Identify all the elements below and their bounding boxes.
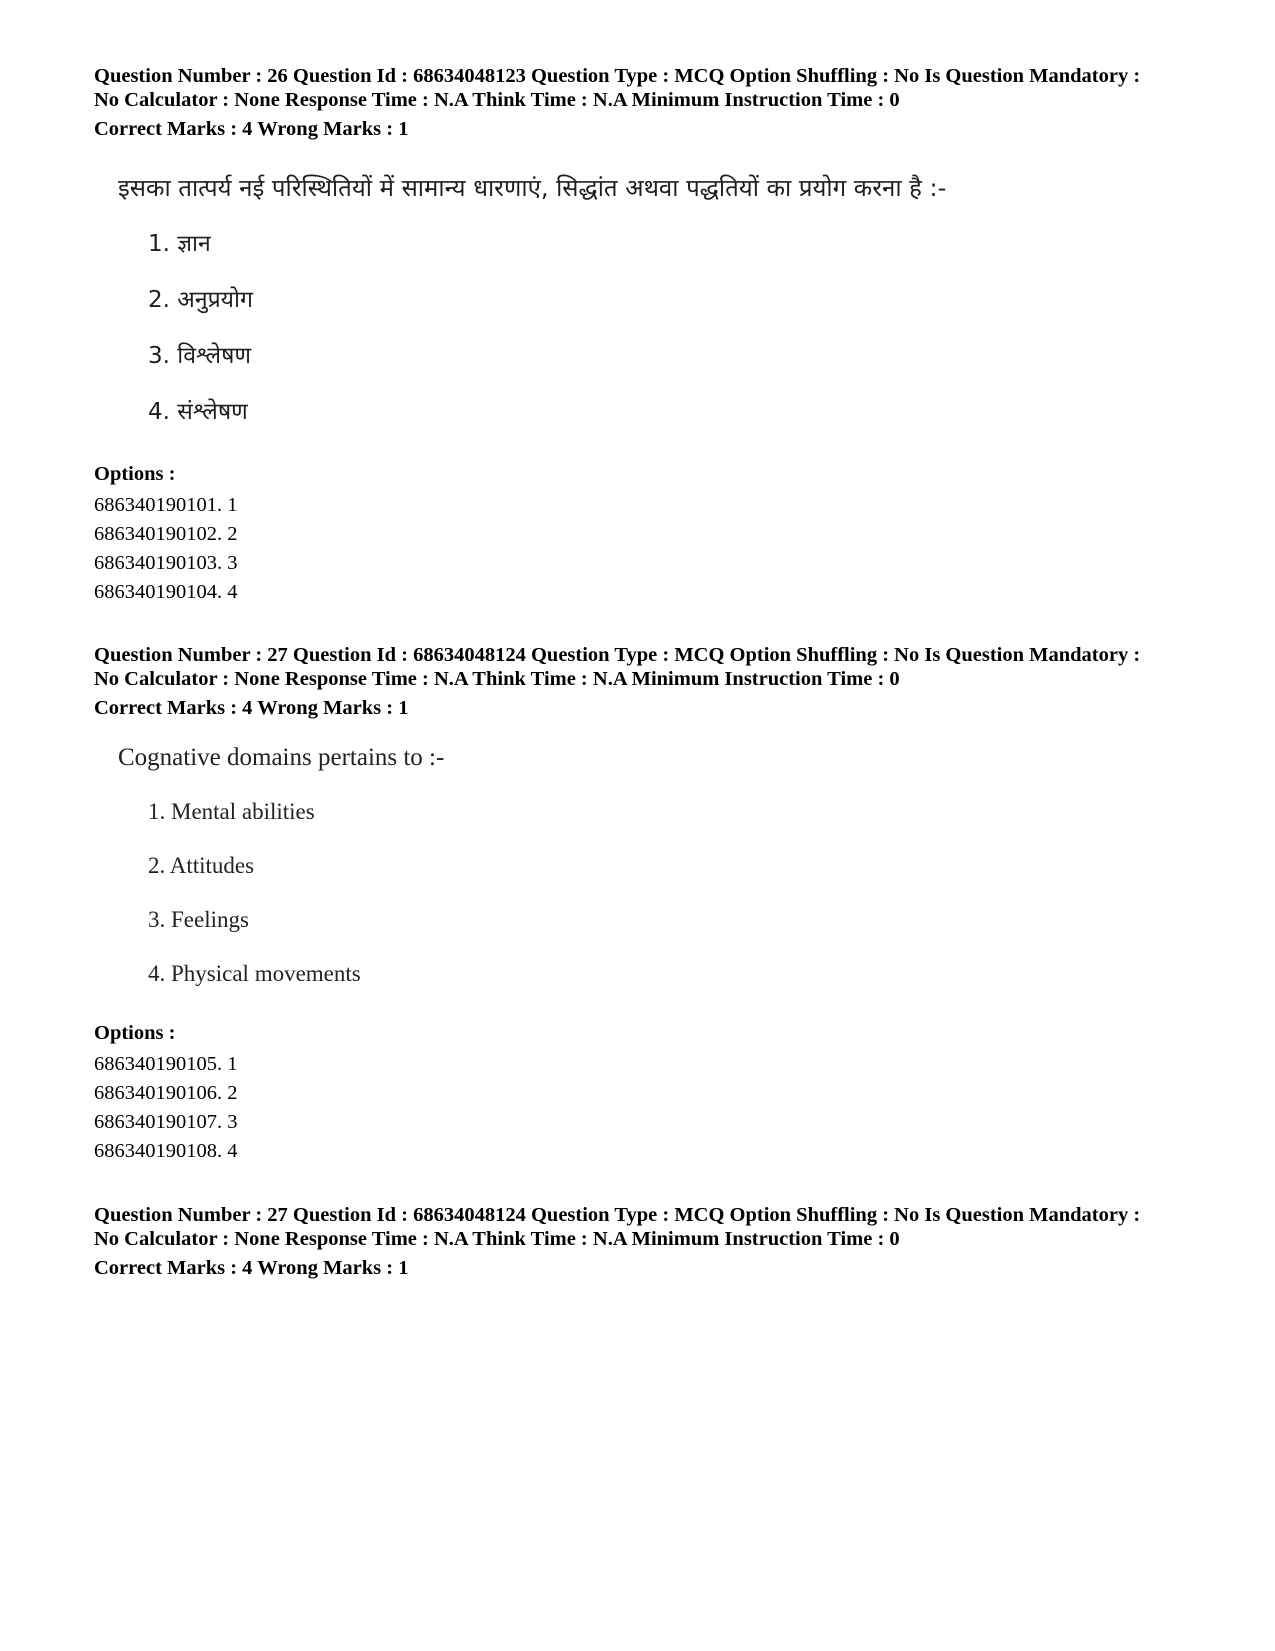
question-marks: Correct Marks : 4 Wrong Marks : 1 — [94, 697, 409, 719]
options-title: Options : — [94, 463, 176, 485]
option-item: 686340190103. 3 — [94, 552, 238, 574]
option-item: 686340190102. 2 — [94, 523, 238, 545]
question-27-header — [94, 643, 1204, 720]
option-item: 686340190104. 4 — [94, 581, 238, 603]
question-choice-1: 1. Mental abilities — [148, 799, 315, 824]
option-item: 686340190108. 4 — [94, 1140, 238, 1162]
question-27-options — [94, 1021, 694, 1166]
option-item: 686340190101. 1 — [94, 494, 238, 516]
option-item: 686340190106. 2 — [94, 1082, 238, 1104]
options-title: Options : — [94, 1022, 176, 1044]
option-item: 686340190107. 3 — [94, 1111, 238, 1133]
question-meta-line-2: No Calculator : None Response Time : N.A Think Time : N.A Minimum Instruction Time : 0 — [94, 89, 900, 111]
question-26-options — [94, 462, 694, 607]
question-marks: Correct Marks : 4 Wrong Marks : 1 — [94, 1257, 409, 1279]
question-meta-line-1: Question Number : 26 Question Id : 68634048123 Question Type : MCQ Option Shuffling : No Is Question Mandatory : — [94, 65, 1141, 87]
question-26-body — [118, 166, 1018, 434]
question-choice-4: 4. Physical movements — [148, 961, 361, 986]
question-26-header — [94, 64, 1204, 141]
question-stem: Cognative domains pertains to :- — [118, 744, 445, 771]
question-choice-2: 2. अनुप्रयोग — [148, 287, 253, 313]
question-choice-3: 3. विश्लेषण — [148, 343, 251, 369]
question-27-body — [118, 742, 1018, 990]
question-marks: Correct Marks : 4 Wrong Marks : 1 — [94, 118, 409, 140]
question-choice-4: 4. संश्लेषण — [148, 399, 248, 425]
question-meta-line-1: Question Number : 27 Question Id : 68634048124 Question Type : MCQ Option Shuffling : No Is Question Mandatory : — [94, 1204, 1141, 1226]
option-item: 686340190105. 1 — [94, 1053, 238, 1075]
question-choice-2: 2. Attitudes — [148, 853, 255, 878]
question-choice-1: 1. ज्ञान — [148, 231, 211, 257]
question-choice-3: 3. Feelings — [148, 907, 249, 932]
question-27-repeat-header — [94, 1203, 1204, 1280]
question-stem: इसका तात्पर्य नई परिस्थितियों में सामान्य धारणाएं, सिद्धांत अथवा पद्धतियों का प्रयोग करना है :- — [118, 174, 947, 202]
question-meta-line-2: No Calculator : None Response Time : N.A Think Time : N.A Minimum Instruction Time : 0 — [94, 668, 900, 690]
question-meta-line-1: Question Number : 27 Question Id : 68634048124 Question Type : MCQ Option Shuffling : No Is Question Mandatory : — [94, 644, 1141, 666]
question-meta-line-2: No Calculator : None Response Time : N.A Think Time : N.A Minimum Instruction Time : 0 — [94, 1228, 900, 1250]
